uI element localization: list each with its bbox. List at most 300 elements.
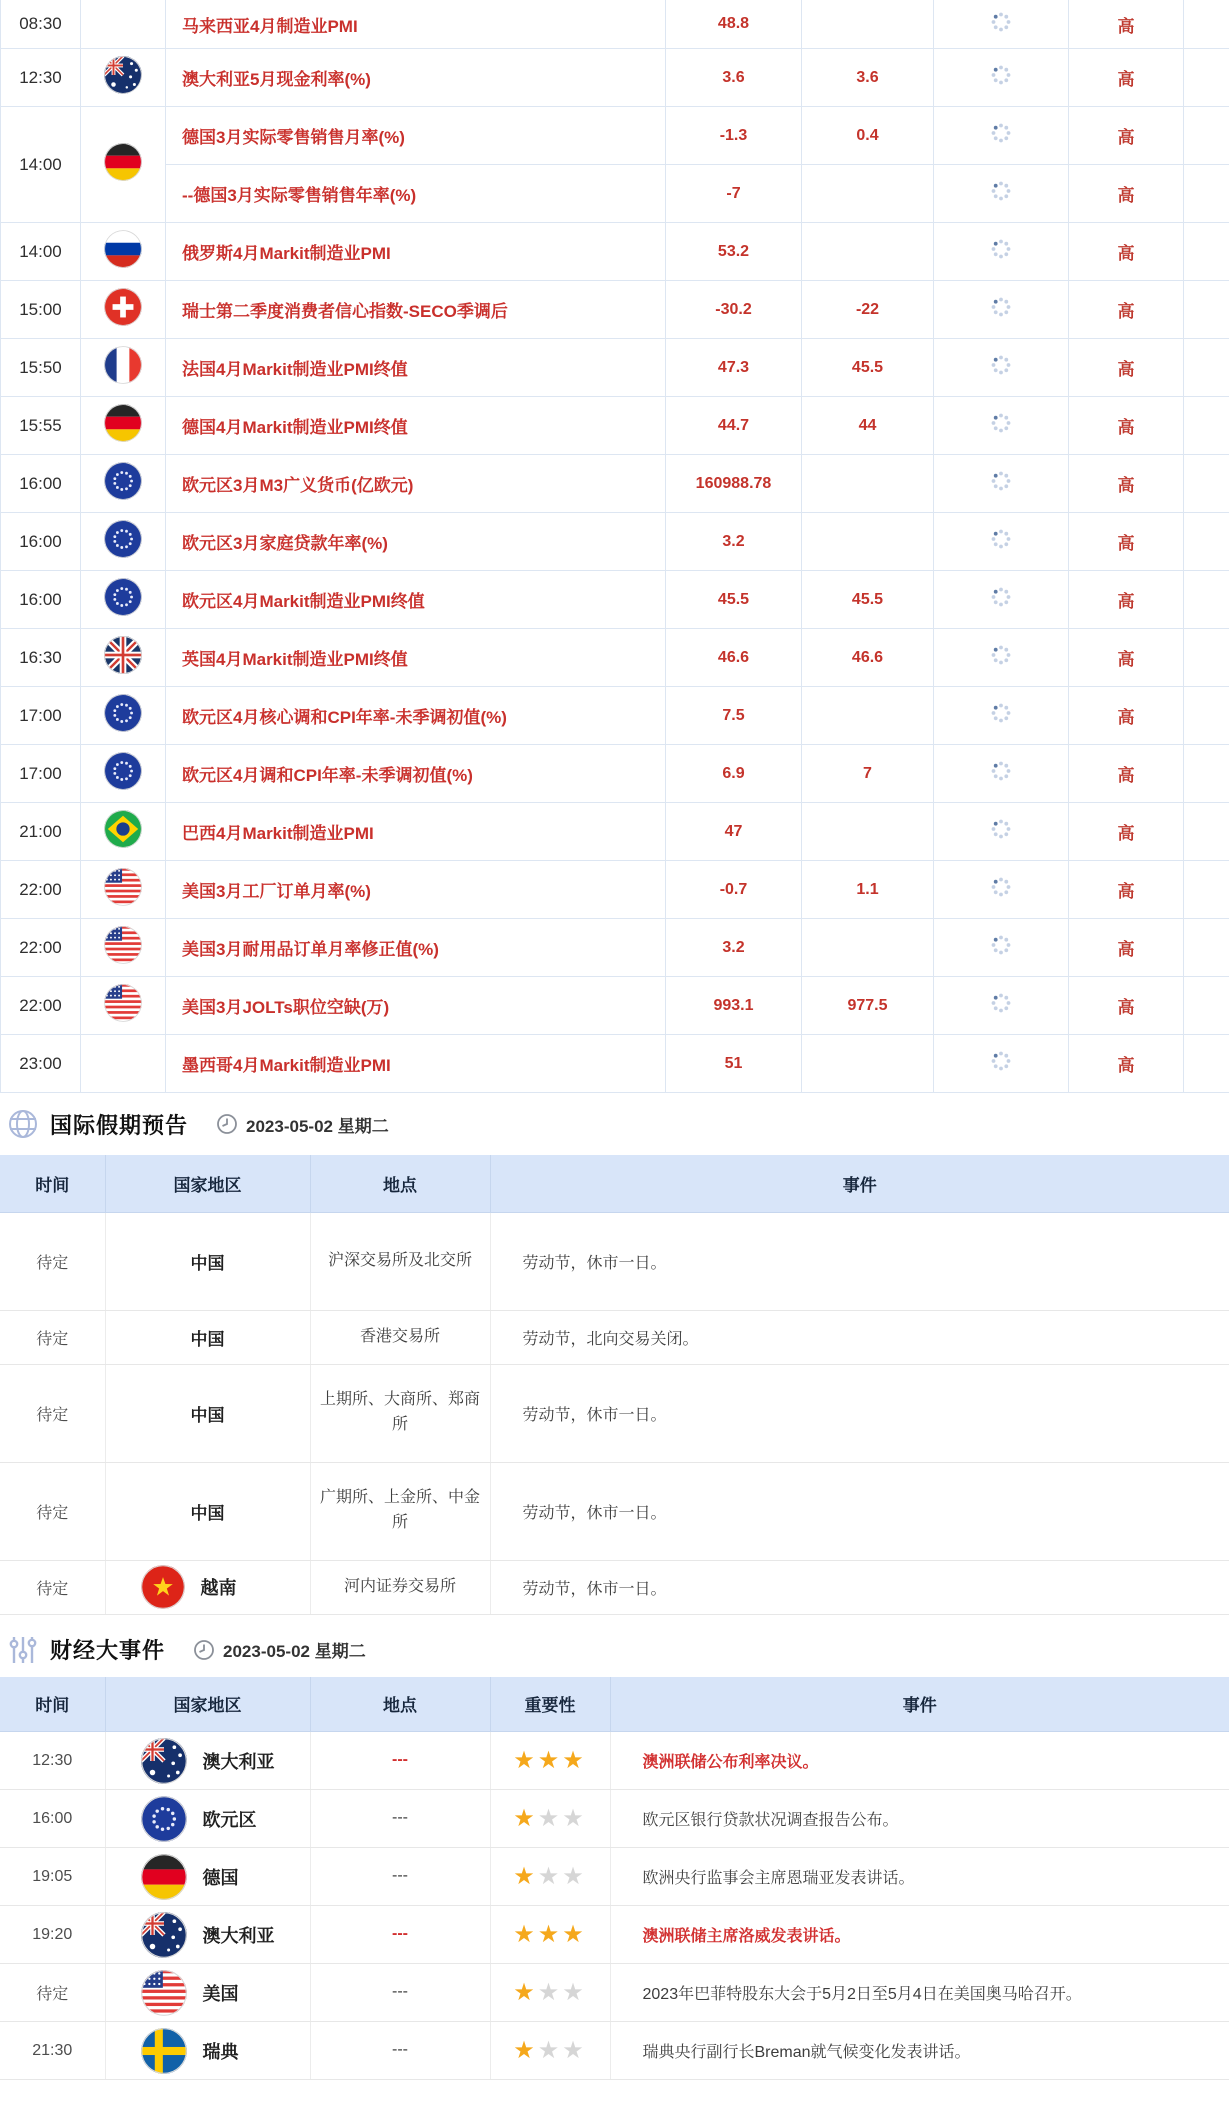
- united-states-flag-icon: [104, 926, 142, 964]
- event-name: 欧元区3月M3广义货币(亿欧元): [166, 455, 666, 513]
- event-time: 14:00: [1, 223, 81, 281]
- actual-value: 53.2: [666, 223, 802, 281]
- importance-badge: 高: [1069, 571, 1184, 629]
- event-name: 美国3月耐用品订单月率修正值(%): [166, 919, 666, 977]
- star-rating: [513, 2037, 587, 2064]
- economic-row[interactable]: [1, 919, 1229, 977]
- country-name: 澳大利亚: [202, 1751, 275, 1772]
- empty-cell: [1184, 745, 1229, 803]
- event-name: 美国3月JOLTs职位空缺(万): [166, 977, 666, 1035]
- holiday-row[interactable]: [0, 1462, 1229, 1560]
- country-name: 澳大利亚: [202, 1925, 275, 1946]
- loading-spinner-icon: [934, 687, 1069, 745]
- economic-row[interactable]: [1, 977, 1229, 1035]
- star-filled-icon: ★: [562, 1747, 587, 1774]
- empty-cell: [1184, 455, 1229, 513]
- event-time: 15:50: [1, 339, 81, 397]
- event-name: 英国4月Markit制造业PMI终值: [166, 629, 666, 687]
- economic-row[interactable]: [1, 397, 1229, 455]
- column-header: 国家地区: [105, 1677, 310, 1732]
- clock-icon: [216, 1113, 238, 1135]
- actual-value: 44.7: [666, 397, 802, 455]
- loading-spinner-icon: [934, 49, 1069, 107]
- importance-badge: 高: [1069, 397, 1184, 455]
- germany-flag-icon: [81, 107, 166, 223]
- event-name: 墨西哥4月Markit制造业PMI: [166, 1035, 666, 1093]
- holiday-time: 待定: [0, 1364, 105, 1462]
- forecast-value: [802, 165, 934, 223]
- importance-stars: [490, 2022, 610, 2080]
- actual-value: 47.3: [666, 339, 802, 397]
- germany-flag-icon: [81, 397, 166, 455]
- importance-badge: 高: [1069, 861, 1184, 919]
- united-states-flag-icon: [104, 984, 142, 1022]
- event-name: 欧元区4月调和CPI年率-未季调初值(%): [166, 745, 666, 803]
- holiday-location: 沪深交易所及北交所: [310, 1212, 490, 1310]
- actual-value: -30.2: [666, 281, 802, 339]
- events-section-title: 财经大事件: [50, 1638, 166, 1663]
- european-union-flag-icon: [104, 462, 142, 500]
- switzerland-flag-icon: [104, 288, 142, 326]
- loading-spinner-icon: [934, 281, 1069, 339]
- france-flag-icon: [104, 346, 142, 384]
- economic-row[interactable]: [1, 0, 1229, 49]
- importance-badge: 高: [1069, 0, 1184, 49]
- event-time: 12:30: [1, 49, 81, 107]
- event-name: 欧元区4月核心调和CPI年率-未季调初值(%): [166, 687, 666, 745]
- event-row[interactable]: [0, 1848, 1229, 1906]
- actual-value: 3.2: [666, 919, 802, 977]
- united-states-flag-icon: [81, 977, 166, 1035]
- forecast-value: 1.1: [802, 861, 934, 919]
- event-time: 14:00: [1, 107, 81, 223]
- event-time: 21:30: [0, 2022, 105, 2080]
- events-section-date: 2023-05-02 星期二: [193, 1637, 366, 1662]
- holiday-country: [105, 1560, 310, 1614]
- united-states-flag-icon: [141, 1970, 187, 2016]
- event-time: 15:55: [1, 397, 81, 455]
- event-country: [105, 1732, 310, 1790]
- forecast-value: [802, 513, 934, 571]
- importance-badge: 高: [1069, 977, 1184, 1035]
- event-name: 欧元区4月Markit制造业PMI终值: [166, 571, 666, 629]
- forecast-value: [802, 0, 934, 49]
- event-description: 2023年巴菲特股东大会于5月2日至5月4日在美国奥马哈召开。: [610, 1964, 1229, 2022]
- australia-flag-icon: [141, 1912, 187, 1958]
- importance-badge: 高: [1069, 223, 1184, 281]
- germany-flag-icon: [104, 404, 142, 442]
- germany-flag-icon: [141, 1854, 187, 1900]
- star-filled-icon: ★: [513, 2037, 538, 2064]
- european-union-flag-icon: [104, 520, 142, 558]
- european-union-flag-icon: [81, 455, 166, 513]
- holiday-location: 广期所、上金所、中金所: [310, 1462, 490, 1560]
- star-empty-icon: ★: [537, 1863, 563, 1890]
- loading-spinner-icon: [934, 513, 1069, 571]
- economic-row[interactable]: [1, 803, 1229, 861]
- importance-stars: [490, 1964, 610, 2022]
- economic-row[interactable]: [1, 1035, 1229, 1093]
- economic-row[interactable]: [1, 223, 1229, 281]
- holiday-event: 劳动节，北向交易关闭。: [490, 1310, 1229, 1364]
- column-header: 事件: [490, 1155, 1229, 1212]
- event-location: ---: [310, 2022, 490, 2080]
- empty-cell: [1184, 0, 1229, 49]
- australia-flag-icon: [81, 49, 166, 107]
- event-time: 19:05: [0, 1848, 105, 1906]
- event-description: 欧元区银行贷款状况调查报告公布。: [610, 1790, 1229, 1848]
- empty-cell: [1184, 49, 1229, 107]
- forecast-value: 7: [802, 745, 934, 803]
- event-time: 19:20: [0, 1906, 105, 1964]
- forecast-value: -22: [802, 281, 934, 339]
- flag-placeholder: [81, 1035, 166, 1093]
- star-rating: [513, 1863, 587, 1890]
- forecast-value: 0.4: [802, 107, 934, 165]
- event-location: ---: [310, 1964, 490, 2022]
- empty-cell: [1184, 1035, 1229, 1093]
- actual-value: 3.2: [666, 513, 802, 571]
- star-filled-icon: ★: [562, 1921, 587, 1948]
- star-rating: [513, 1747, 587, 1774]
- forecast-value: [802, 687, 934, 745]
- actual-value: -7: [666, 165, 802, 223]
- actual-value: 160988.78: [666, 455, 802, 513]
- event-name: 巴西4月Markit制造业PMI: [166, 803, 666, 861]
- forecast-value: 44: [802, 397, 934, 455]
- economic-row[interactable]: [1, 455, 1229, 513]
- event-time: 16:00: [1, 571, 81, 629]
- country-name: 越南: [200, 1578, 237, 1598]
- event-location: ---: [310, 1790, 490, 1848]
- loading-spinner-icon: [934, 977, 1069, 1035]
- economic-row[interactable]: [1, 513, 1229, 571]
- loading-spinner-icon: [934, 745, 1069, 803]
- event-time: 12:30: [0, 1732, 105, 1790]
- event-time: 22:00: [1, 861, 81, 919]
- star-rating: [513, 1921, 587, 1948]
- actual-value: 45.5: [666, 571, 802, 629]
- column-header: 地点: [310, 1677, 490, 1732]
- european-union-flag-icon: [81, 745, 166, 803]
- star-filled-icon: ★: [513, 1805, 538, 1832]
- holiday-event: 劳动节，休市一日。: [490, 1212, 1229, 1310]
- events-table: [0, 1677, 1229, 2081]
- events-section-header: [0, 1615, 1229, 1677]
- empty-cell: [1184, 977, 1229, 1035]
- australia-flag-icon: [104, 56, 142, 94]
- event-row[interactable]: [0, 1964, 1229, 2022]
- star-filled-icon: ★: [537, 1747, 563, 1774]
- event-location: ---: [310, 1732, 490, 1790]
- star-empty-icon: ★: [537, 1805, 563, 1832]
- holiday-time: 待定: [0, 1462, 105, 1560]
- actual-value: 7.5: [666, 687, 802, 745]
- event-country: [105, 1848, 310, 1906]
- empty-cell: [1184, 861, 1229, 919]
- event-time: 08:30: [1, 0, 81, 49]
- star-empty-icon: ★: [562, 2037, 587, 2064]
- holiday-country: 中国: [105, 1212, 310, 1310]
- event-name: 德国3月实际零售销售月率(%): [166, 107, 666, 165]
- event-time: 17:00: [1, 745, 81, 803]
- holiday-country: 中国: [105, 1310, 310, 1364]
- event-name: 俄罗斯4月Markit制造业PMI: [166, 223, 666, 281]
- event-location: ---: [310, 1906, 490, 1964]
- event-time: 22:00: [1, 919, 81, 977]
- column-header: 地点: [310, 1155, 490, 1212]
- clock-icon: [193, 1639, 215, 1661]
- event-time: 21:00: [1, 803, 81, 861]
- holiday-row[interactable]: [0, 1310, 1229, 1364]
- holiday-row[interactable]: [0, 1560, 1229, 1614]
- importance-badge: 高: [1069, 281, 1184, 339]
- holiday-country: 中国: [105, 1364, 310, 1462]
- european-union-flag-icon: [104, 694, 142, 732]
- economic-row[interactable]: [1, 745, 1229, 803]
- importance-stars: [490, 1906, 610, 1964]
- loading-spinner-icon: [934, 629, 1069, 687]
- column-header: 国家地区: [105, 1155, 310, 1212]
- united-kingdom-flag-icon: [81, 629, 166, 687]
- holiday-location: 香港交易所: [310, 1310, 490, 1364]
- loading-spinner-icon: [934, 165, 1069, 223]
- loading-spinner-icon: [934, 861, 1069, 919]
- globe-icon: [6, 1107, 40, 1141]
- event-description: 瑞典央行副行长Breman就气候变化发表讲话。: [610, 2022, 1229, 2080]
- importance-badge: 高: [1069, 165, 1184, 223]
- event-description: 澳洲联储主席洛威发表讲话。: [610, 1906, 1229, 1964]
- economic-row[interactable]: [1, 687, 1229, 745]
- event-name: --德国3月实际零售销售年率(%): [166, 165, 666, 223]
- importance-badge: 高: [1069, 339, 1184, 397]
- empty-cell: [1184, 803, 1229, 861]
- importance-stars: [490, 1790, 610, 1848]
- holiday-row[interactable]: [0, 1364, 1229, 1462]
- event-description: 澳洲联储公布利率决议。: [610, 1732, 1229, 1790]
- event-time: 16:00: [0, 1790, 105, 1848]
- event-name: 澳大利亚5月现金利率(%): [166, 49, 666, 107]
- russia-flag-icon: [81, 223, 166, 281]
- loading-spinner-icon: [934, 397, 1069, 455]
- star-filled-icon: ★: [513, 1747, 538, 1774]
- event-time: 15:00: [1, 281, 81, 339]
- event-time: 待定: [0, 1964, 105, 2022]
- holiday-location: 上期所、大商所、郑商所: [310, 1364, 490, 1462]
- importance-badge: 高: [1069, 455, 1184, 513]
- event-country: [105, 1964, 310, 2022]
- event-time: 16:00: [1, 455, 81, 513]
- importance-badge: 高: [1069, 745, 1184, 803]
- empty-cell: [1184, 687, 1229, 745]
- switzerland-flag-icon: [81, 281, 166, 339]
- holiday-event: 劳动节，休市一日。: [490, 1462, 1229, 1560]
- event-row[interactable]: [0, 1732, 1229, 1790]
- forecast-value: [802, 223, 934, 281]
- event-name: 美国3月工厂订单月率(%): [166, 861, 666, 919]
- event-time: 22:00: [1, 977, 81, 1035]
- economic-row[interactable]: [1, 861, 1229, 919]
- event-name: 法国4月Markit制造业PMI终值: [166, 339, 666, 397]
- star-empty-icon: ★: [562, 1979, 587, 2006]
- actual-value: 3.6: [666, 49, 802, 107]
- empty-cell: [1184, 919, 1229, 977]
- sweden-flag-icon: [141, 2028, 187, 2074]
- star-empty-icon: ★: [537, 2037, 563, 2064]
- vietnam-flag-icon: [141, 1565, 185, 1609]
- loading-spinner-icon: [934, 339, 1069, 397]
- european-union-flag-icon: [141, 1796, 187, 1842]
- event-time: 16:30: [1, 629, 81, 687]
- flag-placeholder: [81, 0, 166, 49]
- star-filled-icon: ★: [513, 1921, 538, 1948]
- column-header: 重要性: [490, 1677, 610, 1732]
- country-name: 瑞典: [202, 2041, 239, 2062]
- european-union-flag-icon: [81, 687, 166, 745]
- empty-cell: [1184, 339, 1229, 397]
- star-empty-icon: ★: [537, 1979, 563, 2006]
- forecast-value: [802, 455, 934, 513]
- event-name: 瑞士第二季度消费者信心指数-SECO季调后: [166, 281, 666, 339]
- actual-value: -0.7: [666, 861, 802, 919]
- holiday-location: 河内证券交易所: [310, 1560, 490, 1614]
- european-union-flag-icon: [104, 578, 142, 616]
- european-union-flag-icon: [104, 752, 142, 790]
- event-country: [105, 1790, 310, 1848]
- holiday-event: 劳动节，休市一日。: [490, 1364, 1229, 1462]
- event-time: 23:00: [1, 1035, 81, 1093]
- empty-cell: [1184, 571, 1229, 629]
- forecast-value: [802, 803, 934, 861]
- united-states-flag-icon: [104, 868, 142, 906]
- economic-row[interactable]: [1, 339, 1229, 397]
- country-name: 德国: [202, 1867, 239, 1888]
- star-filled-icon: ★: [513, 1979, 538, 2006]
- actual-value: 47: [666, 803, 802, 861]
- actual-value: 51: [666, 1035, 802, 1093]
- event-name: 欧元区3月家庭贷款年率(%): [166, 513, 666, 571]
- forecast-value: 46.6: [802, 629, 934, 687]
- event-name: 德国4月Markit制造业PMI终值: [166, 397, 666, 455]
- forecast-value: [802, 919, 934, 977]
- forecast-value: 977.5: [802, 977, 934, 1035]
- loading-spinner-icon: [934, 919, 1069, 977]
- loading-spinner-icon: [934, 0, 1069, 49]
- empty-cell: [1184, 223, 1229, 281]
- united-states-flag-icon: [81, 919, 166, 977]
- holiday-time: 待定: [0, 1212, 105, 1310]
- event-country: [105, 1906, 310, 1964]
- russia-flag-icon: [104, 230, 142, 268]
- country-name: 美国: [202, 1983, 239, 2004]
- empty-cell: [1184, 281, 1229, 339]
- importance-badge: 高: [1069, 687, 1184, 745]
- loading-spinner-icon: [934, 107, 1069, 165]
- economic-row[interactable]: [1, 629, 1229, 687]
- event-time: 16:00: [1, 513, 81, 571]
- event-row[interactable]: [0, 1790, 1229, 1848]
- importance-stars: [490, 1732, 610, 1790]
- actual-value: -1.3: [666, 107, 802, 165]
- holiday-table: [0, 1155, 1229, 1615]
- event-row[interactable]: [0, 1906, 1229, 1964]
- event-location: ---: [310, 1848, 490, 1906]
- brazil-flag-icon: [81, 803, 166, 861]
- european-union-flag-icon: [81, 571, 166, 629]
- forecast-value: 45.5: [802, 339, 934, 397]
- importance-badge: 高: [1069, 49, 1184, 107]
- importance-badge: 高: [1069, 513, 1184, 571]
- european-union-flag-icon: [81, 513, 166, 571]
- economic-row[interactable]: [1, 107, 1229, 165]
- star-empty-icon: ★: [562, 1805, 587, 1832]
- loading-spinner-icon: [934, 455, 1069, 513]
- star-rating: [513, 1805, 587, 1832]
- germany-flag-icon: [104, 143, 142, 181]
- loading-spinner-icon: [934, 803, 1069, 861]
- france-flag-icon: [81, 339, 166, 397]
- empty-cell: [1184, 513, 1229, 571]
- sliders-icon: [6, 1633, 40, 1667]
- importance-stars: [490, 1848, 610, 1906]
- importance-badge: 高: [1069, 629, 1184, 687]
- importance-badge: 高: [1069, 1035, 1184, 1093]
- actual-value: 993.1: [666, 977, 802, 1035]
- holiday-time: 待定: [0, 1310, 105, 1364]
- brazil-flag-icon: [104, 810, 142, 848]
- event-name: 马来西亚4月制造业PMI: [166, 0, 666, 49]
- holiday-time: 待定: [0, 1560, 105, 1614]
- star-rating: [513, 1979, 587, 2006]
- event-time: 17:00: [1, 687, 81, 745]
- economic-row[interactable]: [1, 49, 1229, 107]
- forecast-value: 3.6: [802, 49, 934, 107]
- holiday-row[interactable]: [0, 1212, 1229, 1310]
- actual-value: 48.8: [666, 0, 802, 49]
- column-header: 事件: [610, 1677, 1229, 1732]
- column-header: 时间: [0, 1155, 105, 1212]
- loading-spinner-icon: [934, 571, 1069, 629]
- forecast-value: 45.5: [802, 571, 934, 629]
- event-country: [105, 2022, 310, 2080]
- importance-badge: 高: [1069, 919, 1184, 977]
- empty-cell: [1184, 107, 1229, 165]
- holiday-country: 中国: [105, 1462, 310, 1560]
- importance-badge: 高: [1069, 803, 1184, 861]
- economic-row[interactable]: [1, 165, 1229, 223]
- united-states-flag-icon: [81, 861, 166, 919]
- holiday-event: 劳动节，休市一日。: [490, 1560, 1229, 1614]
- star-filled-icon: ★: [537, 1921, 563, 1948]
- event-description: 欧洲央行监事会主席恩瑞亚发表讲话。: [610, 1848, 1229, 1906]
- holiday-section-header: [0, 1093, 1229, 1151]
- loading-spinner-icon: [934, 1035, 1069, 1093]
- empty-cell: [1184, 629, 1229, 687]
- holiday-section-date: 2023-05-02 星期二: [216, 1112, 389, 1137]
- country-name: 欧元区: [202, 1809, 257, 1830]
- economic-row[interactable]: [1, 571, 1229, 629]
- column-header: 时间: [0, 1677, 105, 1732]
- event-row[interactable]: [0, 2022, 1229, 2080]
- actual-value: 46.6: [666, 629, 802, 687]
- economic-row[interactable]: [1, 281, 1229, 339]
- loading-spinner-icon: [934, 223, 1069, 281]
- star-empty-icon: ★: [562, 1863, 587, 1890]
- empty-cell: [1184, 397, 1229, 455]
- empty-cell: [1184, 165, 1229, 223]
- united-kingdom-flag-icon: [104, 636, 142, 674]
- holiday-section-title: 国际假期预告: [50, 1112, 189, 1138]
